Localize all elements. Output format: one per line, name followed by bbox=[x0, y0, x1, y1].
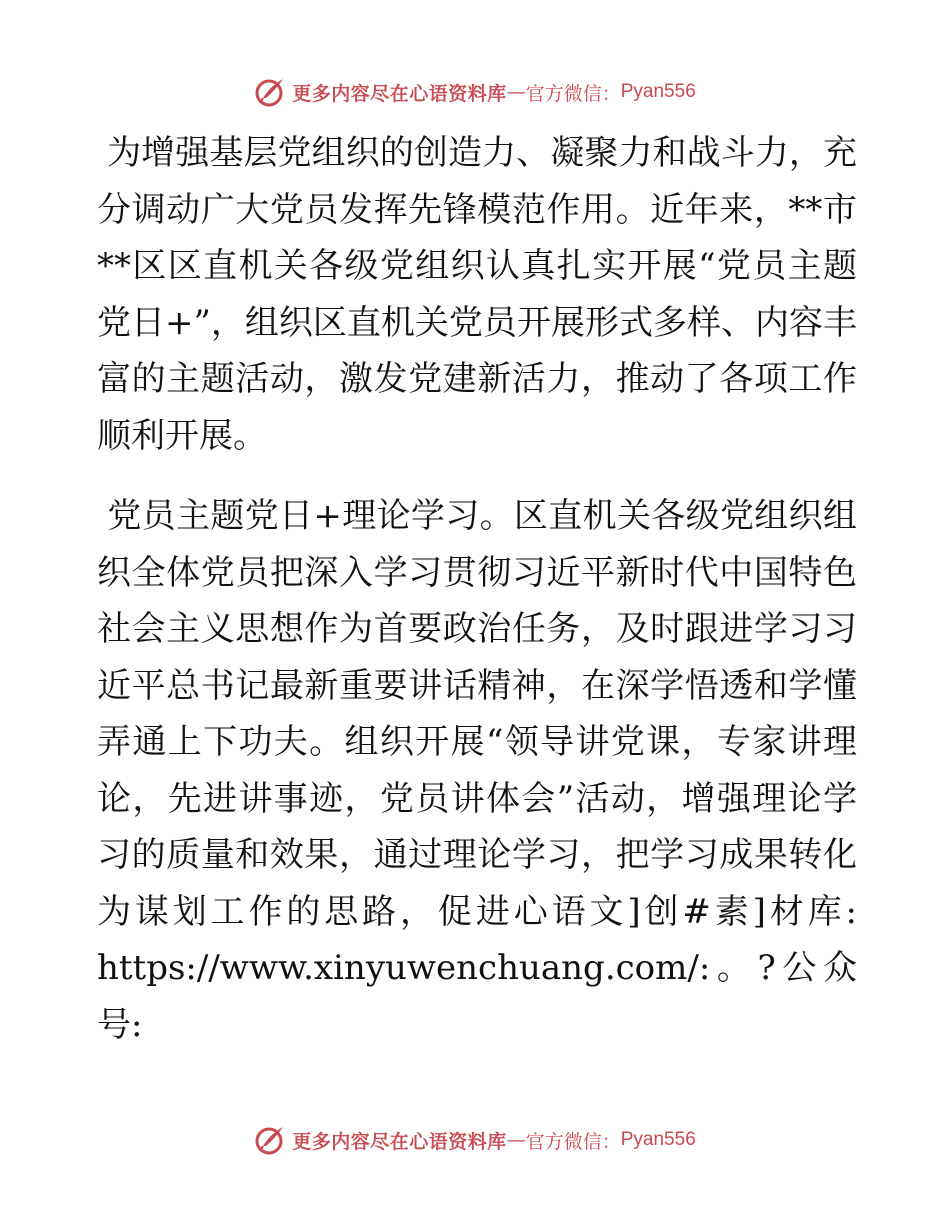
banner-wechat-id: Pyan556 bbox=[620, 1129, 696, 1150]
feather-pen-logo-icon bbox=[254, 1124, 286, 1156]
footer-banner bbox=[0, 1120, 950, 1160]
feather-pen-logo-icon bbox=[254, 76, 286, 108]
paragraph-text: 为增强基层党组织的创造力、凝聚力和战斗力，充分调动广大党员发挥先锋模范作用。近年来，**市**区区直机关各级党组织认真扎实开展“党员主题党日+”，组织区直机关党员开展形式多样、内容丰富的主题活动，激发党建新活力，推动了各项工作顺利开展。 bbox=[97, 133, 857, 456]
paragraph-text: 党员主题党日+理论学习。区直机关各级党组织组织全体党员把深入学习贯彻习近平新时代中国特色社会主义思想作为首要政治任务，及时跟进学习习近平总书记最新重要讲话精神，在深学悟透和学懂弄通上下功夫。组织开展“领导讲党课，专家讲理论，先进讲事迹，党员讲体会”活动，增强理论学习的质量和效果，通过理论学习，把学习成果转化为谋划工作的思路，促进心语文]创#素]材库: https://www.xinyuwenchuang.com/:。?公众号: bbox=[97, 496, 857, 1045]
banner-main-text: 更多内容尽在心语资料库 bbox=[292, 82, 507, 105]
banner-wechat-label: 官方微信： bbox=[525, 1130, 621, 1153]
paragraph bbox=[97, 125, 857, 464]
banner-wechat-label: 官方微信： bbox=[525, 82, 621, 105]
banner-separator: — bbox=[506, 81, 526, 103]
banner-main-text: 更多内容尽在心语资料库 bbox=[292, 1130, 507, 1153]
banner-separator: — bbox=[506, 1129, 526, 1151]
header-banner bbox=[0, 72, 950, 112]
banner-wechat-id: Pyan556 bbox=[620, 81, 696, 102]
document-body bbox=[97, 125, 857, 1053]
paragraph bbox=[97, 488, 857, 1053]
